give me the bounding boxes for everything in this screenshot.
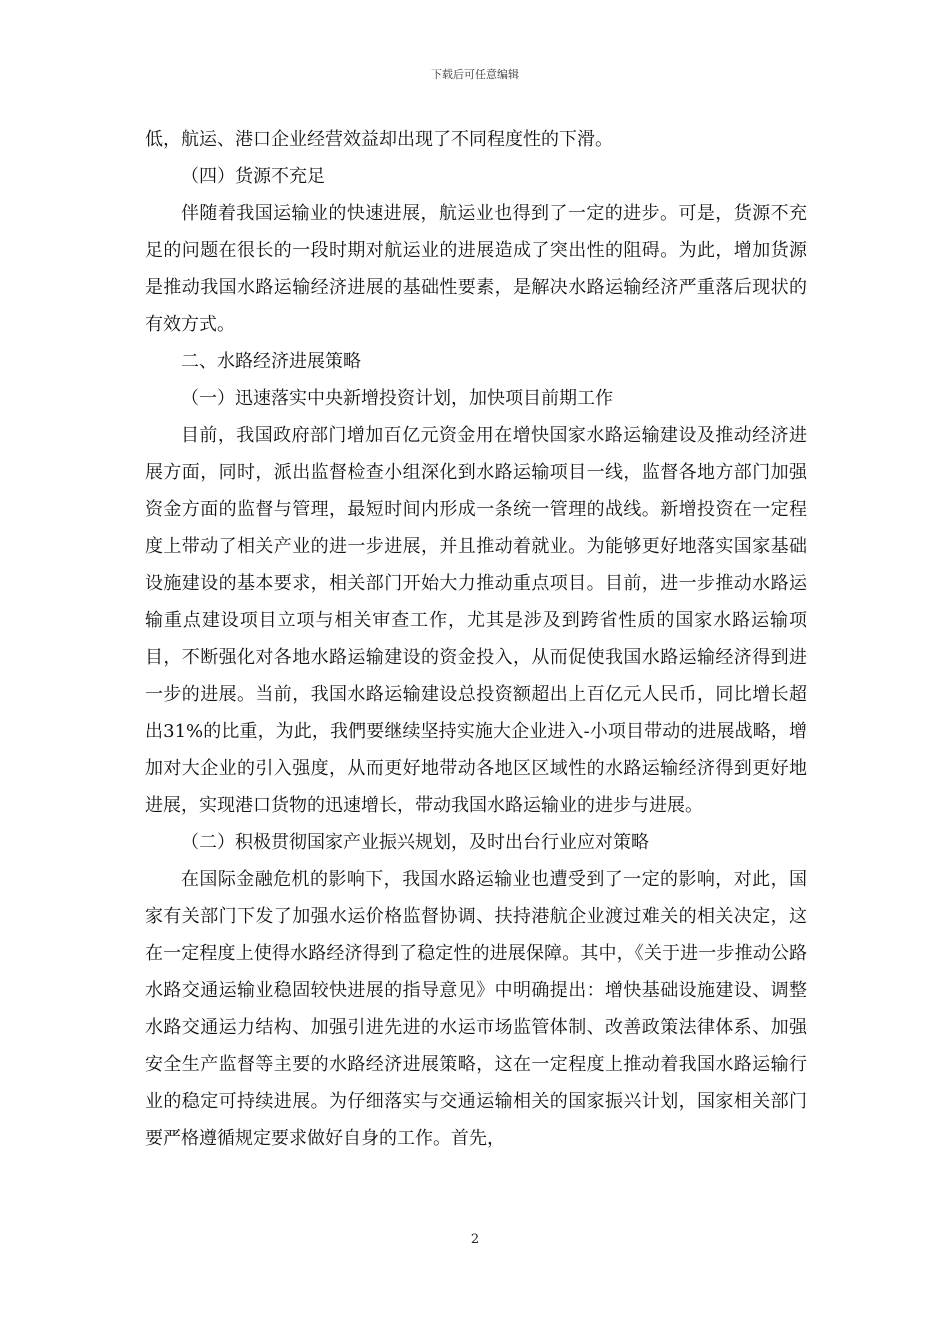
subheading-1: （一）迅速落实中央新增投资计划，加快项目前期工作 [181, 388, 613, 409]
document-body [145, 121, 807, 1157]
section-heading-2: 二、水路经济进展策略 [181, 351, 361, 372]
paragraph-investment: 目前，我国政府部门增加百亿元资金用在增快国家水路运输建设及推动经济进展方面，同时，派出监督检查小组深化到水路运输项目一线，监督各地方部门加强资金方面的监督与管理，最短时间内形成一条统一管理的战线。新增投资在一定程度上带动了相关产业的进一步进展，并且推动着就业。为能够更好地落实国家基础设施建设的基本要求，相关部门开始大力推动重点项目。目前，进一步推动水路运输重点建设项目立项与相关审查工作，尤其是涉及到跨省性质的国家水路运输项目，不断强化对各地水路运输建设的资金投入，从而促使我国水路运输经济得到进一步的进展。当前，我国水路运输建设总投资额超出上百亿元人民币，同比增长超出31%的比重，为此，我們要继续坚持实施大企业进入-小项目带动的进展战略，增加对大企业的引入强度，从而更好地带动各地区区域性的水路运输经济得到更好地进展，实现港口货物的迅速增长，带动我国水路运输业的进步与进展。 [145, 425, 807, 816]
page-number: 2 [470, 1232, 480, 1247]
paragraph-industry-policy: 在国际金融危机的影响下，我国水路运输业也遭受到了一定的影响，对此，国家有关部门下发了加强水运价格监督协调、扶持港航企业渡过难关的相关决定，这在一定程度上使得水路经济得到了稳定性的进展保障。其中，《关于进一步推动公路水路交通运输业稳固较快进展的指导意见》中明确提出：增快基础设施建设、调整水路交通运力结构、加强引进先进的水运市场监管体制、改善政策法律体系、加强安全生产监督等主要的水路经济进展策略，这在一定程度上推动着我国水路运输行业的稳定可持续进展。为仔细落实与交通运输相关的国家振兴计划，国家相关部门要严格遵循规定要求做好自身的工作。首先， [145, 869, 807, 1149]
page-header: 下载后可任意编辑 [431, 68, 519, 81]
subheading-4: （四）货源不充足 [181, 166, 325, 187]
subheading-2: （二）积极贯彻国家产业振兴规划，及时出台行业应对策略 [181, 832, 649, 853]
paragraph-continuation: 低，航运、港口企业经营效益却出现了不同程度性的下滑。 [145, 129, 613, 150]
paragraph-cargo-source: 伴随着我国运输业的快速进展，航运业也得到了一定的进步。可是，货源不充足的问题在很长的一段时期对航运业的进展造成了突出性的阻碍。为此，增加货源是推动我国水路运输经济进展的基础性要素，是解决水路运输经济严重落后现状的有效方式。 [145, 203, 807, 335]
